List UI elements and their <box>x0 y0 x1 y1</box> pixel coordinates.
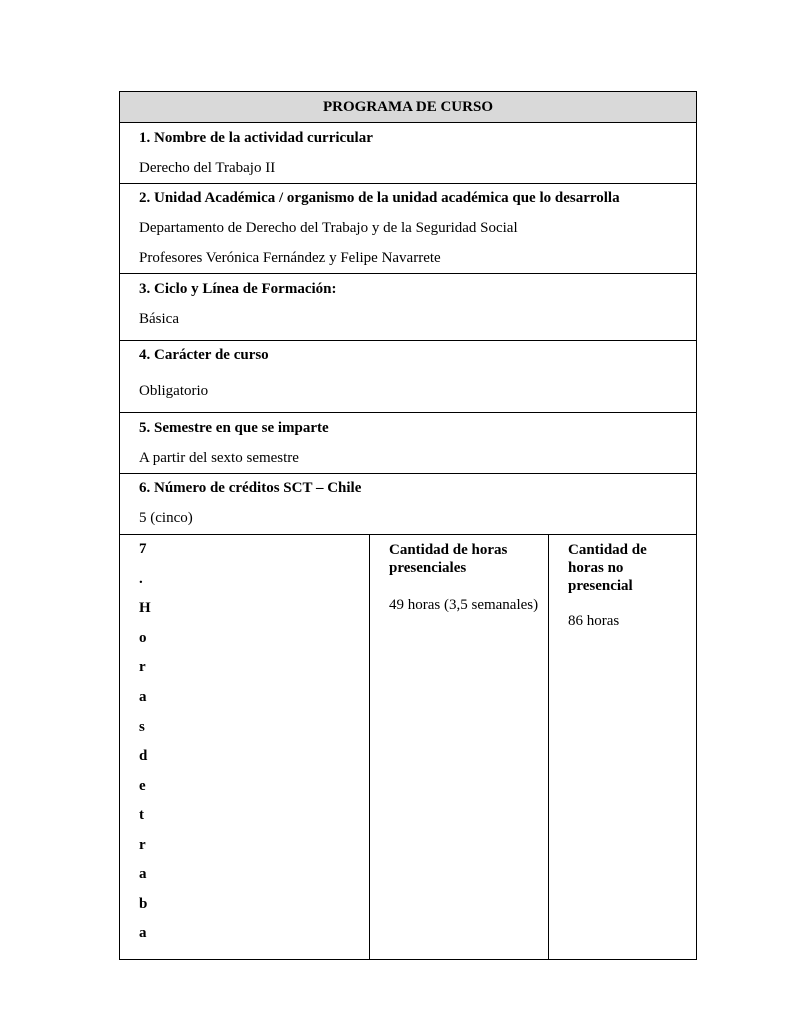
section-6-heading: 6. Número de créditos SCT – Chile <box>139 480 362 496</box>
vertical-char: t <box>139 807 144 823</box>
vertical-char: o <box>139 630 147 646</box>
vertical-char: a <box>139 866 147 882</box>
vertical-char: d <box>139 748 148 764</box>
vertical-char: s <box>139 719 145 735</box>
vertical-char: b <box>139 896 148 912</box>
presencial-hours-column <box>370 535 549 959</box>
no-presencial-heading-line-2: horas no <box>568 560 624 576</box>
section-3-row <box>120 274 696 341</box>
vertical-char: r <box>139 837 146 853</box>
table-title: PROGRAMA DE CURSO <box>322 99 493 115</box>
section-5-value: A partir del sexto semestre <box>139 450 299 466</box>
section-4-value: Obligatorio <box>139 383 209 399</box>
no-presencial-hours-value: 86 horas <box>568 613 620 629</box>
no-presencial-heading-line-1: Cantidad de <box>568 542 647 558</box>
vertical-char: r <box>139 659 146 675</box>
course-program-table <box>119 91 697 960</box>
presencial-heading-line-1: Cantidad de horas <box>389 542 508 558</box>
section-5-heading: 5. Semestre en que se imparte <box>139 420 329 436</box>
presencial-heading-line-2: presenciales <box>389 560 467 576</box>
no-presencial-heading-line-3: presencial <box>568 578 633 594</box>
section-2-line-2: Profesores Verónica Fernández y Felipe Navarrete <box>139 250 441 266</box>
no-presencial-heading <box>568 541 692 595</box>
section-1-value: Derecho del Trabajo II <box>139 160 276 176</box>
table-title-row <box>120 92 696 123</box>
section-2-row <box>120 184 696 274</box>
hours-label-column <box>120 535 370 959</box>
section-1-row <box>120 123 696 184</box>
vertical-char: a <box>139 689 147 705</box>
presencial-heading <box>389 541 544 577</box>
section-3-value: Básica <box>139 311 179 327</box>
vertical-char: . <box>139 571 143 587</box>
section-1-heading: 1. Nombre de la actividad curricular <box>139 130 373 146</box>
section-5-row <box>120 413 696 474</box>
section-6-value: 5 (cinco) <box>139 510 193 526</box>
vertical-char: 7 <box>139 541 147 557</box>
vertical-char: e <box>139 778 146 794</box>
section-4-row <box>120 341 696 413</box>
section-3-heading: 3. Ciclo y Línea de Formación: <box>139 281 337 297</box>
section-6-row <box>120 474 696 535</box>
section-2-line-1: Departamento de Derecho del Trabajo y de la Seguridad Social <box>139 220 518 236</box>
vertical-char: a <box>139 925 147 941</box>
no-presencial-hours-column <box>549 535 696 959</box>
section-2-heading: 2. Unidad Académica / organismo de la unidad académica que lo desarrolla <box>139 190 620 206</box>
section-4-heading: 4. Carácter de curso <box>139 347 269 363</box>
section-7-row <box>120 535 696 959</box>
vertical-char: H <box>139 600 151 616</box>
presencial-hours-value: 49 horas (3,5 semanales) <box>389 597 539 613</box>
